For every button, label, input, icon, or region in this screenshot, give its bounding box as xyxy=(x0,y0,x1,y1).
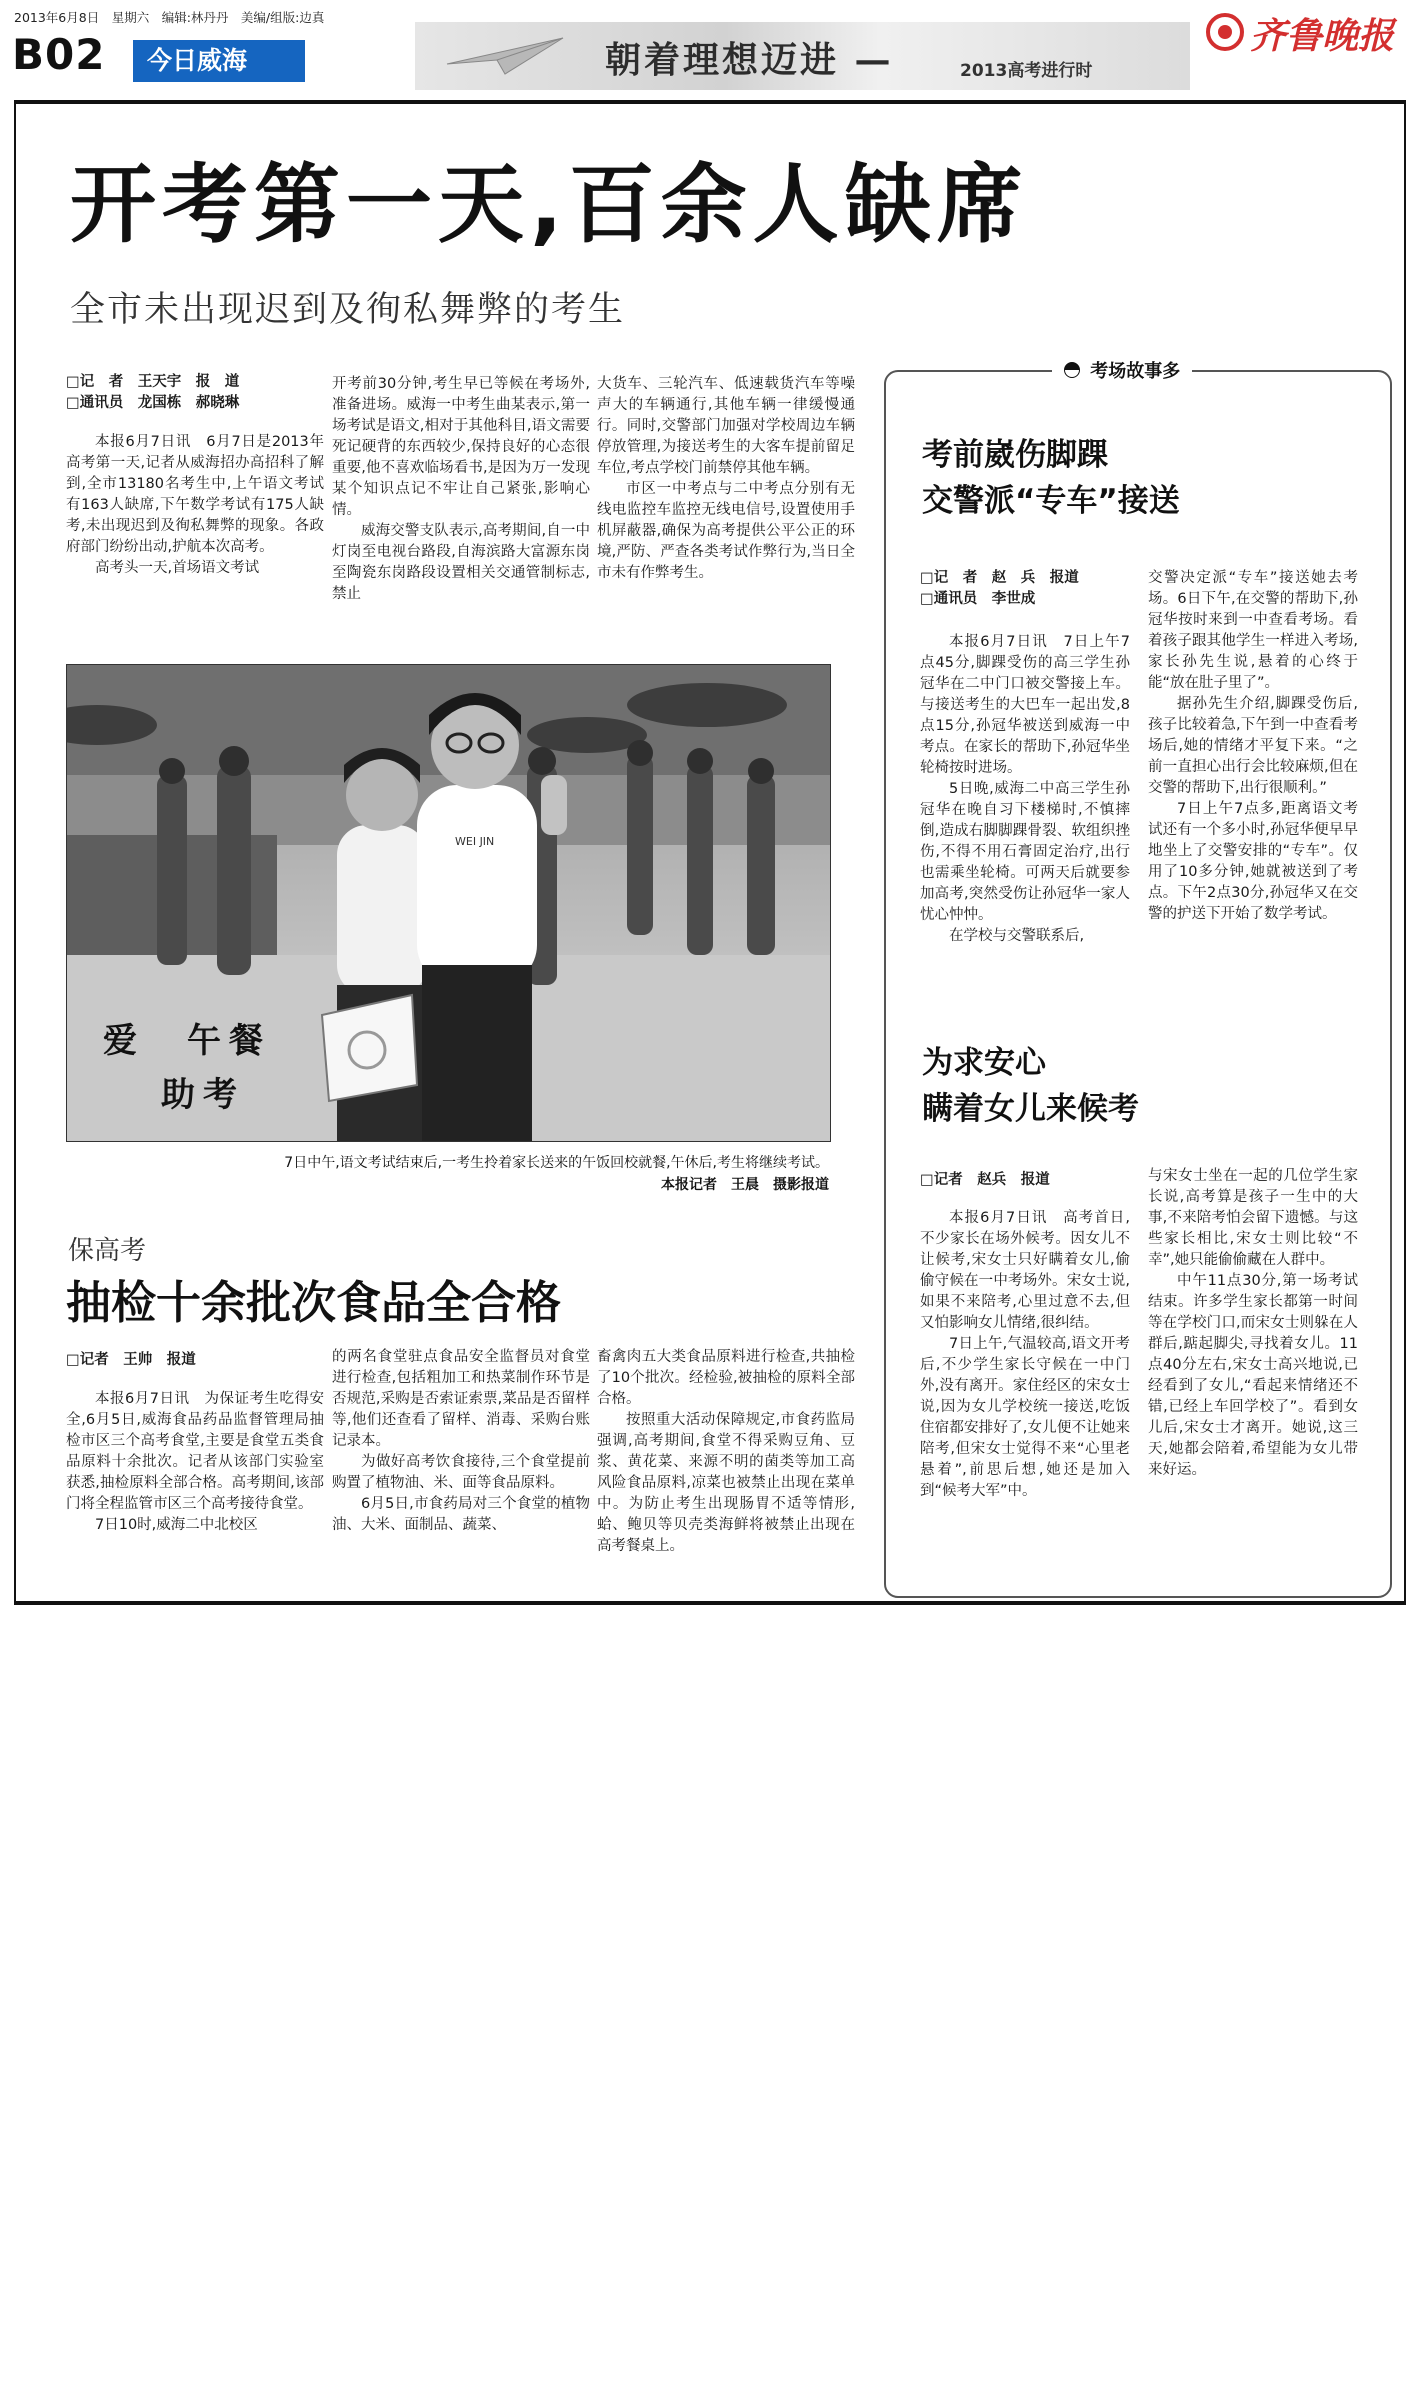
lead-paragraph: 高考头一天,首场语文考试 xyxy=(95,560,260,576)
lead-paragraph: 开考前30分钟,考生早已等候在考场外,准备进场。威海一中考生曲某表示,第一场考试是语文,相对于其他科目,语文需要死记硬背的东西较少,保持良好的心态很重要,他不喜欢临场看书,是因为万一发现某个知识点记不牢让自己紧张,影响心情。 xyxy=(332,376,590,518)
lead-byline-reporter: □记 者 王天宇 报 道 xyxy=(66,374,240,390)
news-photo xyxy=(66,664,831,1142)
food-byline: □记者 王帅 报道 xyxy=(66,1352,196,1368)
story1-column-1 xyxy=(920,632,1130,947)
food-paragraph: 本报6月7日讯 为保证考生吃得安全,6月5日,威海食品药品监督管理局抽检市区三个高考食堂,主要是食堂五类食品原料十余批次。记者从该部门实验室获悉,抽检原料全部合格。高考期间,该部门将全程监管市区三个高考接待食堂。 xyxy=(66,1391,324,1512)
story1-headline-line1: 考前崴伤脚踝 xyxy=(922,437,1108,473)
story1-paragraph: 5日晚,威海二中高三学生孙冠华在晚自习下楼梯时,不慎摔倒,造成右脚脚踝骨裂、软组织挫伤,不得不用石膏固定治疗,出行也需乘坐轮椅。可两天后就要参加高考,突然受伤让孙冠华一家人忧心忡忡。 xyxy=(920,781,1130,923)
sidebar-label: 考场故事多 xyxy=(1090,361,1181,382)
food-column-3 xyxy=(597,1347,855,1557)
lead-headline: 开考第一天,百余人缺席 xyxy=(70,155,1029,255)
banner-slogan: 朝着理想迈进 — xyxy=(605,39,894,81)
food-paragraph: 畜禽肉五大类食品原料进行检查,共抽检了10个批次。经检验,被抽检的原料全部合格。 xyxy=(597,1349,855,1407)
story2-paragraph: 与宋女士坐在一起的几位学生家长说,高考算是孩子一生中的大事,不来陪考怕会留下遗憾。与这些家长相比,宋女士则比较“不幸”,她只能偷偷藏在人群中。 xyxy=(1148,1168,1358,1268)
story2-paragraph: 7日上午,气温较高,语文开考后,不少学生家长守候在一中门外,没有离开。家住经区的宋女士说,因为女儿学校统一接送,吃饭住宿都安排好了,女儿便不让她来陪考,但宋女士觉得不来“心里老悬着”,前思后想,她还是加入到“候考大军”中。 xyxy=(920,1336,1130,1499)
lead-paragraph: 大货车、三轮汽车、低速载货汽车等噪声大的车辆通行,其他车辆一律缓慢通行。同时,交警部门加强对学校周边车辆停放管理,为接送考生的大客车提前留足车位,考点学校门前禁停其他车辆。 xyxy=(597,376,855,476)
story1-bylines xyxy=(920,568,1150,610)
food-column-1 xyxy=(66,1389,324,1536)
photo-caption: 7日中午,语文考试结束后,一考生拎着家长送来的午饭回校就餐,午休后,考生将继续考试。 xyxy=(284,1155,829,1171)
story1-headline-line2: 交警派“专车”接送 xyxy=(922,483,1180,519)
food-paragraph: 7日10时,威海二中北校区 xyxy=(95,1517,258,1533)
section-label: 今日威海 xyxy=(133,40,305,82)
lead-paragraph: 市区一中考点与二中考点分别有无线电监控车监控无线电信号,设置使用手机屏蔽器,确保为高考提供公平公正的环境,严防、严查各类考试作弊行为,当日全市未有作弊考生。 xyxy=(597,481,855,581)
lead-column-3 xyxy=(597,374,855,584)
lead-paragraph: 本报6月7日讯 6月7日是2013年高考第一天,记者从威海招办高招科了解到,全市13180名考生中,上午语文考试有163人缺席,下午数学考试有175人缺考,未出现迟到及徇私舞弊的现象。各政府部门纷纷出动,护航本次高考。 xyxy=(66,434,324,555)
food-paragraph: 为做好高考饮食接待,三个食堂提前购置了植物油、米、面等食品原料。 xyxy=(332,1454,590,1491)
story2-byline: □记者 赵兵 报道 xyxy=(920,1172,1050,1188)
page-number: B02 xyxy=(12,30,106,79)
story2-headline-line1: 为求安心 xyxy=(922,1045,1046,1081)
story1-column-2 xyxy=(1148,568,1358,925)
food-kicker: 保高考 xyxy=(68,1236,147,1266)
bottom-rule xyxy=(14,1601,1406,1605)
paper-plane-icon xyxy=(445,34,565,78)
photo-overlay-text-1: 爱 午餐 xyxy=(103,1021,271,1061)
food-headline: 抽检十余批次食品全合格 xyxy=(66,1276,562,1329)
half-circle-icon xyxy=(1064,362,1080,378)
sidebar-label-wrap xyxy=(1052,358,1192,386)
food-paragraph: 6月5日,市食药局对三个食堂的植物油、大米、面制品、蔬菜、 xyxy=(332,1496,590,1533)
food-column-2 xyxy=(332,1347,590,1536)
masthead: 齐鲁晚报 xyxy=(1250,15,1395,57)
photo-overlay-text-2: 助考 xyxy=(161,1075,245,1115)
shirt-text: WEI JIN xyxy=(455,835,495,848)
story1-paragraph: 在学校与交警联系后, xyxy=(949,928,1085,944)
food-paragraph: 按照重大活动保障规定,市食药监局强调,高考期间,食堂不得采购豆角、豆浆、黄花菜、来源不明的菌类等加工高风险食品原料,凉菜也被禁止出现在菜单中。为防止考生出现肠胃不适等情形,蛤、鲍贝等贝壳类海鲜将被禁止出现在高考餐桌上。 xyxy=(597,1412,855,1554)
lead-subhead: 全市未出现迟到及徇私舞弊的考生 xyxy=(70,290,626,330)
lead-byline-correspondent: □通讯员 龙国栋 郝晓琳 xyxy=(66,395,240,411)
food-paragraph: 的两名食堂驻点食品安全监督员对食堂进行检查,包括粗加工和热菜制作环节是否规范,采购是否索证索票,菜品是否留样等,他们还查看了留样、消毒、采购台账记录本。 xyxy=(332,1349,590,1449)
photo-credit: 本报记者 王晨 摄影报道 xyxy=(661,1177,829,1193)
story2-paragraph: 本报6月7日讯 高考首日,不少家长在场外候考。因女儿不让候考,宋女士只好瞒着女儿,偷偷守候在一中考场外。宋女士说,如果不来陪考,心里过意不去,但又怕影响女儿情绪,很纠结。 xyxy=(920,1210,1130,1331)
story2-headline xyxy=(922,1040,1139,1132)
story1-paragraph: 交警决定派“专车”接送她去考场。6日下午,在交警的帮助下,孙冠华按时来到一中查看考场。看着孩子跟其他学生一样进入考场,家长孙先生说,悬着的心终于能“放在肚子里了”。 xyxy=(1148,570,1358,691)
dateline: 2013年6月8日 星期六 编辑:林丹丹 美编/组版:边真 xyxy=(14,10,325,25)
story1-paragraph: 据孙先生介绍,脚踝受伤后,孩子比较着急,下午到一中查看考场后,她的情绪才平复下来。“之前一直担心出行会比较麻烦,但在交警的帮助下,出行很顺利。” xyxy=(1148,696,1358,796)
lead-paragraph: 威海交警支队表示,高考期间,自一中灯岗至电视台路段,自海滨路大富源东岗至陶瓷东岗路段设置相关交通管制标志,禁止 xyxy=(332,523,590,602)
story1-paragraph: 本报6月7日讯 7日上午7点45分,脚踝受伤的高三学生孙冠华在二中门口被交警接上车。与接送考生的大巴车一起出发,8点15分,孙冠华被送到威海一中考点。在家长的帮助下,孙冠华坐轮椅按时进场。 xyxy=(920,634,1130,776)
story1-byline-reporter: □记 者 赵 兵 报道 xyxy=(920,570,1079,586)
story1-byline-correspondent: □通讯员 李世成 xyxy=(920,591,1036,607)
lead-column-1 xyxy=(66,432,324,579)
right-frame xyxy=(1404,100,1406,1605)
story1-paragraph: 7日上午7点多,距离语文考试还有一个多小时,孙冠华便早早地坐上了交警安排的“专车”。仅用了10多分钟,她就被送到了考点。下午2点30分,孙冠华又在交警的护送下开始了数学考试。 xyxy=(1148,801,1358,922)
story2-headline-line2: 瞒着女儿来候考 xyxy=(922,1091,1139,1127)
lead-column-2 xyxy=(332,374,590,605)
lead-bylines xyxy=(66,372,321,414)
story2-column-2 xyxy=(1148,1166,1358,1481)
story2-paragraph: 中午11点30分,第一场考试结束。许多学生家长都第一时间等在学校门口,而宋女士则躲在人群后,踮起脚尖,寻找着女儿。11点40分左右,宋女士高兴地说,已经看到了女儿,“看起来情绪还不错,已经上车回学校了”。看到女儿后,宋女士才离开。她说,这三天,她都会陪着,希望能为女儿带来好运。 xyxy=(1148,1273,1358,1478)
masthead-logo-icon xyxy=(1205,12,1245,52)
story2-column-1 xyxy=(920,1208,1130,1502)
banner-subtitle: 2013高考进行时 xyxy=(960,61,1093,81)
story1-headline xyxy=(922,432,1180,524)
left-frame xyxy=(14,100,16,1605)
banner xyxy=(415,22,1190,90)
top-rule xyxy=(14,100,1406,104)
